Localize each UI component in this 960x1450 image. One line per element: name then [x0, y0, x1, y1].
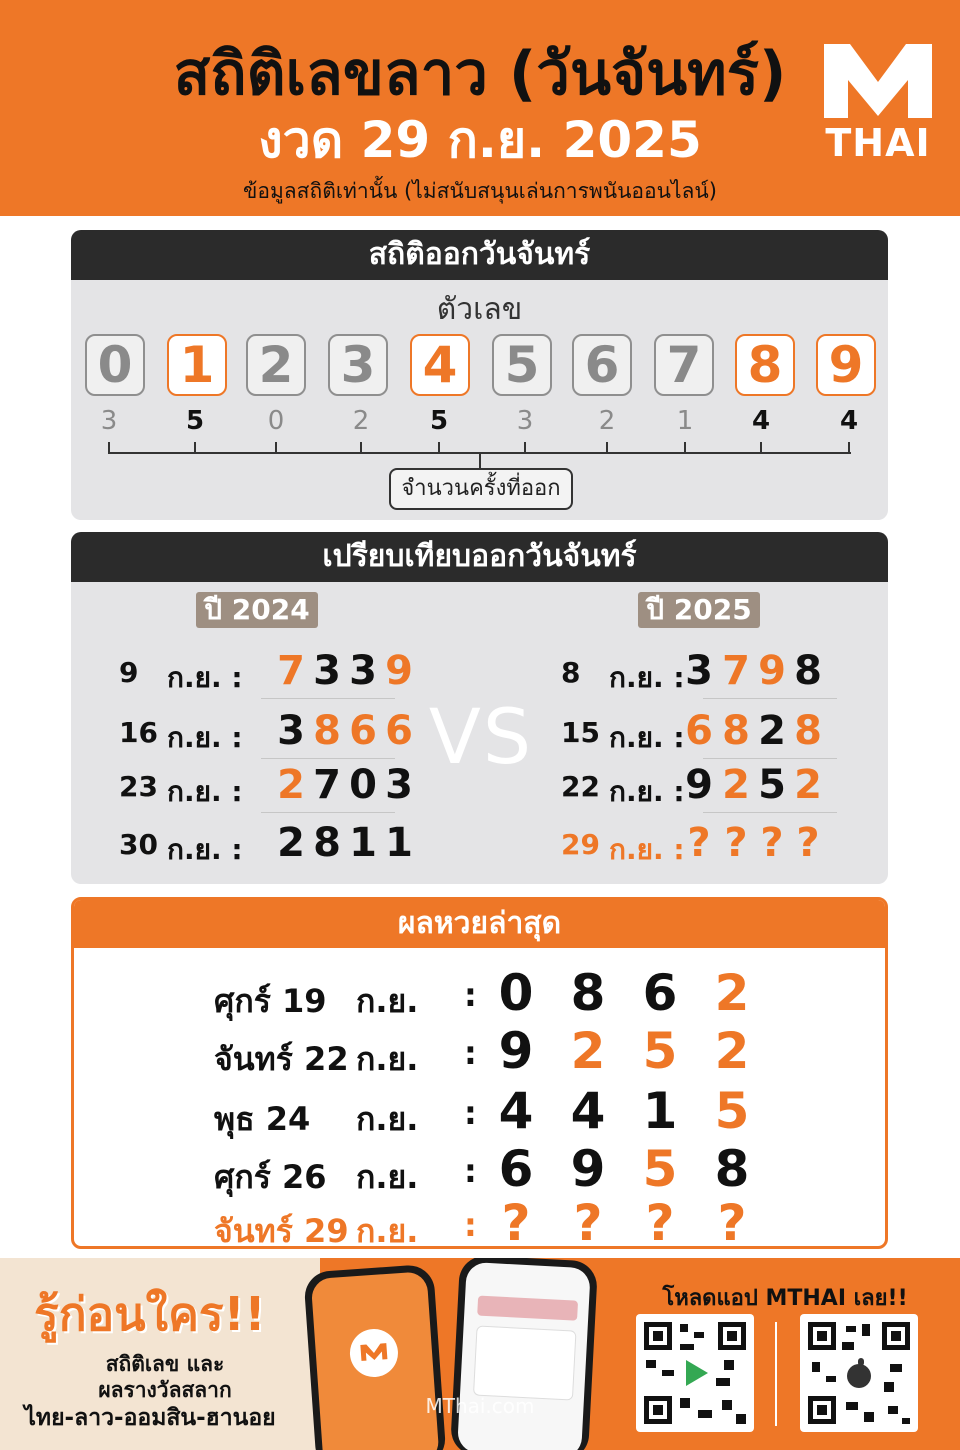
latest-row-colon: : [464, 1034, 477, 1072]
latest-result-digit: ? [501, 1194, 531, 1249]
digit-box-7: 7 [654, 334, 714, 396]
row-day: 23 [119, 770, 158, 803]
result-digit: 6 [385, 708, 413, 754]
latest-result-digit: 8 [714, 1140, 750, 1198]
header [0, 0, 960, 216]
latest-row-month: ก.ย. [356, 1212, 419, 1249]
row-month: ก.ย. : [609, 833, 685, 866]
result-digit: 8 [313, 820, 341, 866]
result-digit: 3 [385, 762, 413, 808]
row-month: ก.ย. : [609, 775, 685, 808]
result-digit: 2 [722, 762, 750, 808]
qr-code-app-store[interactable] [800, 1314, 918, 1432]
latest-heading: ผลหวยล่าสุด [74, 900, 885, 948]
axis-tick [108, 442, 110, 454]
latest-row-month: ก.ย. [356, 1100, 419, 1138]
latest-row-colon: : [464, 1094, 477, 1132]
row-day: 29 [561, 828, 600, 861]
compare-row [561, 756, 861, 814]
axis-tick [684, 442, 686, 454]
result-digit: 2 [277, 762, 305, 808]
latest-row-colon: : [464, 1206, 477, 1244]
result-digit: 8 [722, 708, 750, 754]
compare-row [119, 702, 419, 760]
latest-result-digit: 6 [642, 964, 678, 1022]
latest-result-row [74, 960, 888, 1022]
result-digit: ? [724, 820, 748, 866]
latest-result-digit: 1 [642, 1082, 678, 1140]
phone-image-1 [303, 1264, 447, 1450]
latest-result-digit: 4 [570, 1082, 606, 1140]
result-digit: 2 [758, 708, 786, 754]
row-day: 30 [119, 828, 158, 861]
row-month: ก.ย. : [609, 721, 685, 754]
latest-result-digit: 6 [498, 1140, 534, 1198]
vs-label: VS [428, 692, 534, 781]
count-value-9: 4 [839, 406, 859, 436]
page-title: สถิติเลขลาว (วันจันทร์) [173, 39, 787, 109]
result-digit: 1 [349, 820, 377, 866]
latest-row-month: ก.ย. [356, 982, 419, 1020]
row-day: 22 [561, 770, 600, 803]
result-digit: 3 [685, 648, 713, 694]
result-digit: 7 [313, 762, 341, 808]
qr-icon [800, 1314, 918, 1432]
latest-results-panel [71, 897, 888, 1249]
result-digit: 3 [349, 648, 377, 694]
row-divider [703, 698, 837, 699]
result-digit: 7 [277, 648, 305, 694]
count-value-3: 2 [352, 406, 370, 436]
latest-row-dow: ศุกร์ 26 [214, 1158, 327, 1196]
result-digit: ? [796, 820, 820, 866]
qr-icon [636, 1314, 754, 1432]
row-month: ก.ย. : [167, 775, 243, 808]
latest-result-row [74, 1018, 888, 1080]
axis-tick [194, 442, 196, 454]
latest-row-colon: : [464, 976, 477, 1014]
result-digit: 2 [794, 762, 822, 808]
row-month: ก.ย. : [167, 833, 243, 866]
latest-result-digit: ? [573, 1194, 603, 1249]
row-month: ก.ย. : [167, 721, 243, 754]
axis-tick [524, 442, 526, 454]
result-digit: 8 [794, 708, 822, 754]
banner-line-1: สถิติเลข และ [105, 1352, 225, 1376]
app-icon [347, 1326, 400, 1379]
count-value-2: 0 [267, 406, 285, 436]
digit-box-1: 1 [167, 334, 227, 396]
qr-code-google-play[interactable] [636, 1314, 754, 1432]
axis-tick [360, 442, 362, 454]
digit-box-3: 3 [328, 334, 388, 396]
compare-row [119, 642, 419, 700]
row-month: ก.ย. : [609, 661, 685, 694]
result-digit: 7 [722, 648, 750, 694]
axis-tick [275, 442, 277, 454]
count-value-5: 3 [516, 406, 534, 436]
latest-row-colon: : [464, 1152, 477, 1190]
row-day: 15 [561, 716, 600, 749]
result-digit: 0 [349, 762, 377, 808]
count-value-1: 5 [185, 406, 205, 436]
result-digit: ? [760, 820, 784, 866]
compare-row [119, 814, 419, 872]
latest-result-digit: 5 [642, 1140, 678, 1198]
result-digit: ? [687, 820, 711, 866]
result-digit: 9 [758, 648, 786, 694]
latest-result-row [74, 1190, 888, 1248]
count-value-4: 5 [429, 406, 449, 436]
banner-line-3: ไทย-ลาว-ออมสิน-ฮานอย [24, 1405, 276, 1431]
axis-tick [606, 442, 608, 454]
result-digit: 5 [758, 762, 786, 808]
latest-result-row [74, 1136, 888, 1198]
digit-box-5: 5 [492, 334, 552, 396]
watermark: MThai.com [425, 1394, 535, 1418]
compare-row [561, 814, 861, 872]
count-value-6: 2 [598, 406, 616, 436]
m-logo-icon [824, 44, 932, 118]
stats-panel [71, 230, 888, 520]
result-digit: 3 [277, 708, 305, 754]
latest-row-dow: พุธ 24 [214, 1100, 311, 1138]
digit-box-6: 6 [572, 334, 632, 396]
download-app-text: โหลดแอป MTHAI เลย!! [662, 1286, 908, 1311]
compare-panel [71, 532, 888, 884]
latest-result-digit: 5 [642, 1022, 678, 1080]
year-badge-2025: ปี 2025 [638, 592, 760, 628]
latest-result-digit: 2 [570, 1022, 606, 1080]
count-value-0: 3 [100, 406, 118, 436]
compare-row [561, 702, 861, 760]
result-digit: 8 [313, 708, 341, 754]
result-digit: 1 [385, 820, 413, 866]
count-value-7: 1 [676, 406, 694, 436]
digit-box-8: 8 [735, 334, 795, 396]
qr-separator [775, 1322, 777, 1426]
disclaimer: ข้อมูลสถิติเท่านั้น (ไม่สนับสนุนเล่นการพนันออนไลน์) [243, 179, 717, 203]
latest-result-digit: 4 [498, 1082, 534, 1140]
latest-result-digit: 9 [498, 1022, 534, 1080]
latest-row-dow: ศุกร์ 19 [214, 982, 327, 1020]
compare-heading: เปรียบเทียบออกวันจันทร์ [71, 532, 888, 582]
digit-box-4: 4 [410, 334, 470, 396]
axis-tick [848, 442, 850, 454]
latest-result-digit: 2 [714, 964, 750, 1022]
stats-heading: สถิติออกวันจันทร์ [71, 230, 888, 280]
banner-headline: รู้ก่อนใคร!! [34, 1287, 266, 1341]
compare-row [561, 642, 861, 700]
draw-date: งวด 29 ก.ย. 2025 [258, 111, 702, 169]
result-digit: 8 [794, 648, 822, 694]
app-promo-banner[interactable] [0, 1258, 960, 1450]
phone-image-2 [450, 1258, 598, 1450]
result-digit: 6 [685, 708, 713, 754]
digit-box-0: 0 [85, 334, 145, 396]
row-divider [261, 812, 395, 813]
result-digit: 2 [277, 820, 305, 866]
row-day: 9 [119, 656, 139, 689]
row-day: 8 [561, 656, 581, 689]
latest-result-digit: ? [645, 1194, 675, 1249]
row-divider [703, 812, 837, 813]
latest-row-month: ก.ย. [356, 1158, 419, 1196]
row-month: ก.ย. : [167, 661, 243, 694]
result-digit: 3 [313, 648, 341, 694]
axis-tick [760, 442, 762, 454]
row-day: 16 [119, 716, 158, 749]
latest-result-digit: 9 [570, 1140, 606, 1198]
row-divider [261, 698, 395, 699]
logo-text: THAI [825, 121, 931, 165]
latest-row-dow: จันทร์ 29 [214, 1212, 349, 1249]
result-digit: 6 [349, 708, 377, 754]
count-label: จำนวนครั้งที่ออก [389, 468, 573, 510]
latest-result-digit: 2 [714, 1022, 750, 1080]
latest-result-digit: 8 [570, 964, 606, 1022]
axis-tick [438, 442, 440, 454]
latest-result-digit: 0 [498, 964, 534, 1022]
compare-row [119, 756, 419, 814]
latest-result-row [74, 1078, 888, 1140]
result-digit: 9 [685, 762, 713, 808]
result-digit: 9 [385, 648, 413, 694]
latest-result-digit: 5 [714, 1082, 750, 1140]
digit-box-2: 2 [246, 334, 306, 396]
digits-label: ตัวเลข [436, 292, 523, 327]
year-badge-2024: ปี 2024 [196, 592, 318, 628]
count-value-8: 4 [751, 406, 771, 436]
banner-line-2: ผลรางวัลสลาก [98, 1378, 232, 1402]
latest-result-digit: ? [717, 1194, 747, 1249]
latest-row-dow: จันทร์ 22 [214, 1040, 349, 1078]
mthai-logo [820, 44, 936, 168]
digit-box-9: 9 [816, 334, 876, 396]
latest-row-month: ก.ย. [356, 1040, 419, 1078]
